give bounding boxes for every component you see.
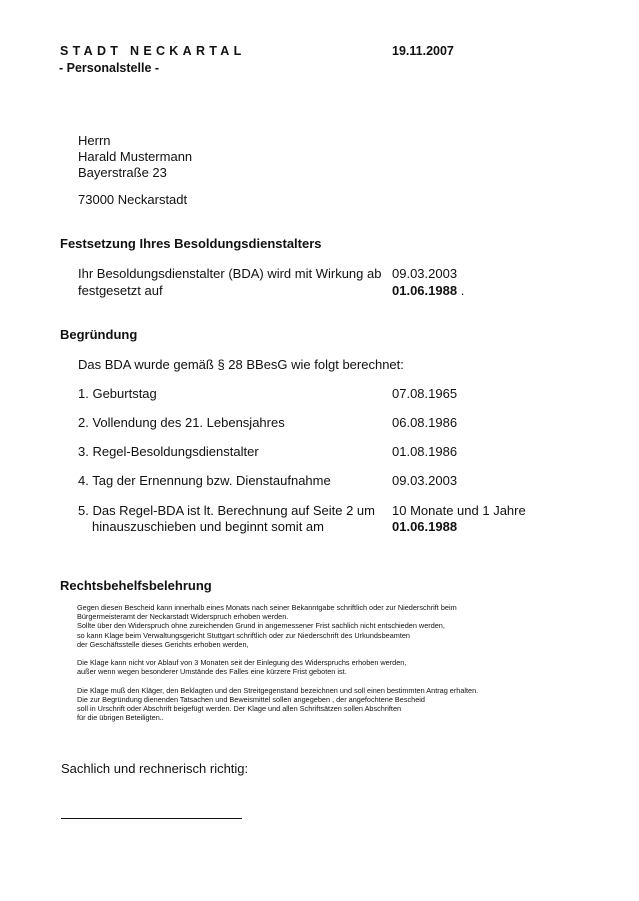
calc-item-label: 1. Geburtstag <box>78 386 157 401</box>
legal-line: Die Klage kann nicht vor Ablauf von 3 Monaten seit der Einlegung des Widerspruchs erhoben werden, <box>77 658 407 668</box>
section-title-festsetzung: Festsetzung Ihres Besoldungsdienstalters <box>60 236 322 251</box>
calc-item-label: 2. Vollendung des 21. Lebensjahres <box>78 415 285 430</box>
legal-line: Bürgermeisteramt der Neckarstadt Widerspruch erhoben werden. <box>77 612 289 622</box>
signature-line <box>61 818 242 819</box>
bda-fixed-date: 01.06.1988 <box>392 283 458 298</box>
calc-item-label: 4. Tag der Ernennung bzw. Dienstaufnahme <box>78 473 331 488</box>
calc-item5-label: 5. Das Regel-BDA ist lt. Berechnung auf Seite 2 um <box>78 503 375 518</box>
calc-item5-value: 10 Monate und 1 Jahre <box>392 503 526 518</box>
calc-item-value: 01.08.1986 <box>392 444 458 459</box>
recipient-street: Bayerstraße 23 <box>78 165 167 180</box>
legal-paragraph <box>77 686 478 723</box>
organization-name: STADT NECKARTAL <box>60 44 246 58</box>
bda-fixed-value <box>392 283 464 298</box>
calculation-intro: Das BDA wurde gemäß § 28 BBesG wie folgt berechnet: <box>78 357 404 372</box>
legal-line: Gegen diesen Bescheid kann innerhalb eines Monats nach seiner Bekanntgabe schriftlich oder zur Niederschrift beim <box>77 603 457 612</box>
recipient-address <box>78 133 192 181</box>
legal-notice <box>77 603 478 732</box>
bda-fixed-label: festgesetzt auf <box>78 283 163 298</box>
legal-line: so kann Klage beim Verwaltungsgericht Stuttgart schriftlich oder zur Niederschrift des Urkundsbeamten <box>77 630 410 640</box>
calc-item5-date: 01.06.1988 <box>392 519 458 534</box>
legal-line: Die Klage muß den Kläger, den Beklagten und den Streitgegenstand bezeichnen und soll einen bestimmten Antrag erhalten. <box>77 685 479 695</box>
bda-effective-label: Ihr Besoldungsdienstalter (BDA) wird mit Wirkung ab <box>78 266 382 281</box>
calc-item-value: 07.08.1965 <box>392 386 458 401</box>
legal-line: für die übrigen Beteiligten.. <box>77 713 164 723</box>
legal-paragraph <box>77 658 478 676</box>
legal-line: Sollte über den Widerspruch ohne zureichenden Grund in angemessener Frist sachlich nicht entschieden werden, <box>77 621 445 631</box>
verification-note: Sachlich und rechnerisch richtig: <box>61 761 249 776</box>
legal-line: der Geschäftsstelle dieses Gerichts erhoben werden, <box>77 639 249 649</box>
calc-item-label: 3. Regel-Besoldungsdienstalter <box>78 444 259 459</box>
bda-effective-date: 09.03.2003 <box>392 266 458 281</box>
department-name: - Personalstelle - <box>59 61 160 75</box>
calc-item-value: 06.08.1986 <box>392 415 458 430</box>
calc-item-value: 09.03.2003 <box>392 473 458 488</box>
bda-fixed-suffix: . <box>460 283 465 298</box>
recipient-salutation: Herrn <box>78 133 111 148</box>
calc-item5-label-cont: hinauszuschieben und beginnt somit am <box>92 519 324 534</box>
recipient-city: 73000 Neckarstadt <box>78 192 188 207</box>
legal-paragraph <box>77 603 478 649</box>
section-title-rechtsbehelf: Rechtsbehelfsbelehrung <box>60 578 212 593</box>
legal-line: außer wenn wegen besonderer Umstände des Falles eine kürzere Frist geboten ist. <box>77 667 347 677</box>
recipient-name: Harald Mustermann <box>78 149 193 164</box>
document-date: 19.11.2007 <box>392 44 454 58</box>
legal-line: Die zur Begründung dienenden Tatsachen und Beweismittel sollen angegeben , der angefochtene Bescheid <box>77 694 425 704</box>
legal-line: soll in Urschrift oder Abschrift beigefügt werden. Der Klage und allen Schriftsätzen sollen Abschriften <box>77 704 402 714</box>
section-title-begruendung: Begründung <box>60 327 138 342</box>
